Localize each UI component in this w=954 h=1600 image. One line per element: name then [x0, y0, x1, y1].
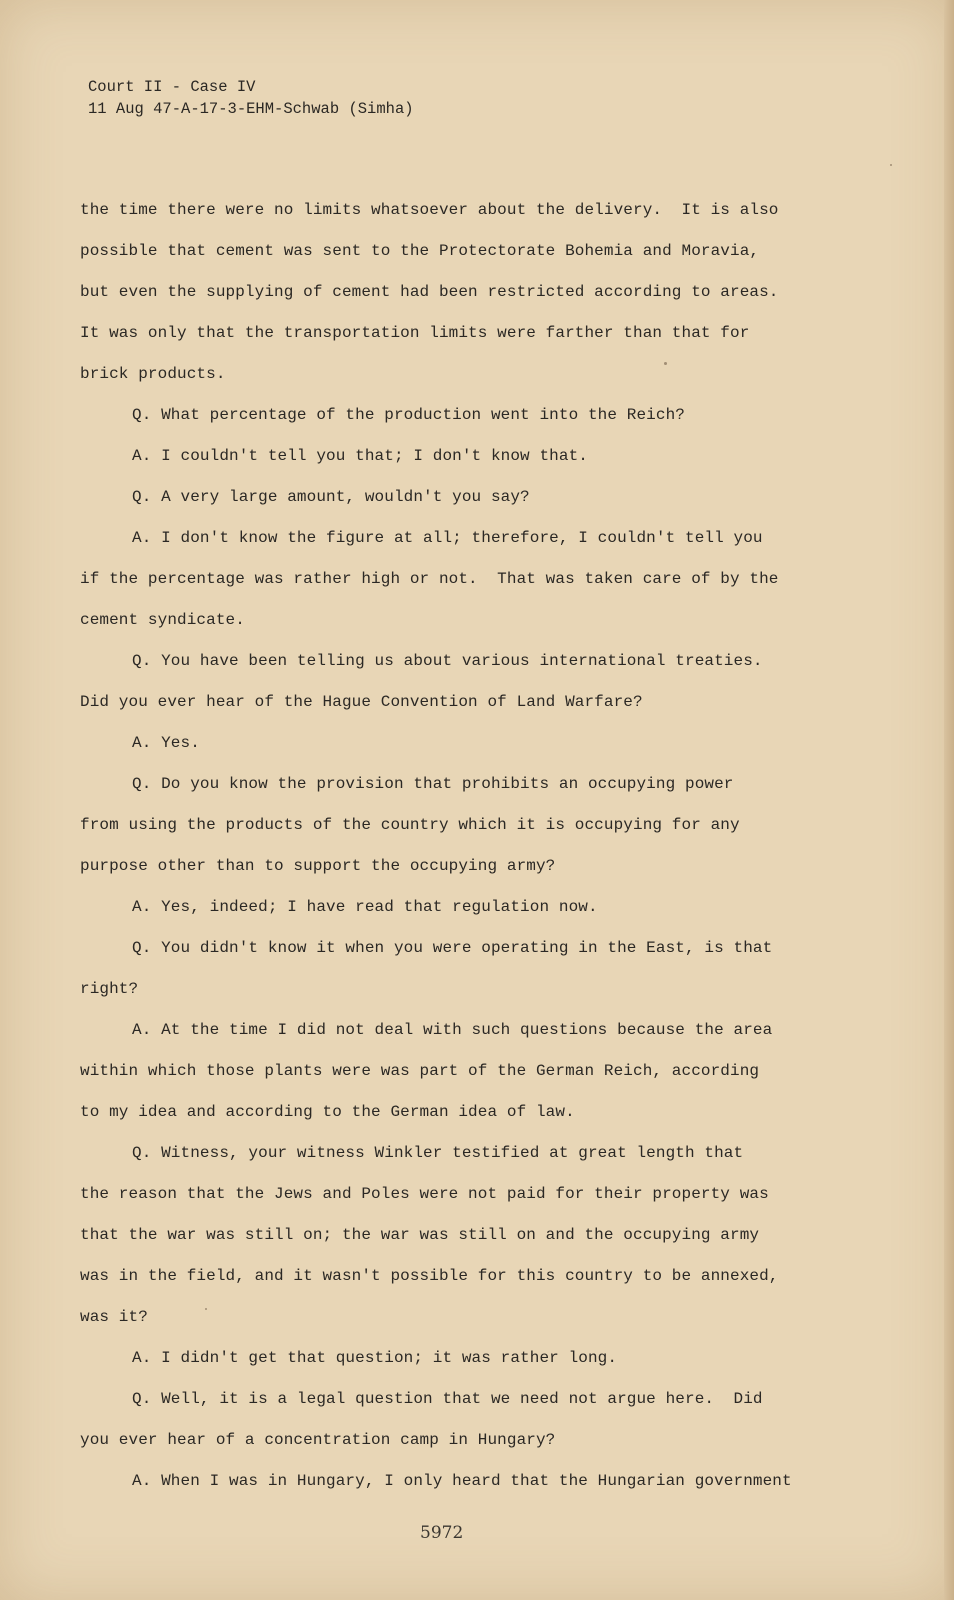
text-line: possible that cement was sent to the Protectorate Bohemia and Moravia, [80, 242, 760, 260]
answer-line: A. I didn't get that question; it was rather long. [132, 1349, 618, 1367]
answer-line: A. Yes, indeed; I have read that regulation now. [132, 898, 598, 916]
text-line: Did you ever hear of the Hague Convention of Land Warfare? [80, 693, 643, 711]
question-line: Q. What percentage of the production went into the Reich? [132, 406, 685, 424]
question-line: Q. A very large amount, wouldn't you say? [132, 488, 530, 506]
text-line: purpose other than to support the occupying army? [80, 857, 556, 875]
text-line: cement syndicate. [80, 611, 245, 629]
answer-line: A. When I was in Hungary, I only heard that the Hungarian government [132, 1472, 792, 1490]
paper-speck [205, 1308, 207, 1310]
text-line: was it? [80, 1308, 148, 1326]
transcript-body [80, 199, 860, 1511]
text-line: within which those plants were was part of the German Reich, according [80, 1062, 760, 1080]
question-line: Q. You didn't know it when you were operating in the East, is that [132, 939, 773, 957]
case-header [88, 76, 414, 120]
question-line: Q. Well, it is a legal question that we need not argue here. Did [132, 1390, 763, 1408]
text-line: was in the field, and it wasn't possible for this country to be annexed, [80, 1267, 779, 1285]
answer-line: A. At the time I did not deal with such questions because the area [132, 1021, 773, 1039]
page-number: 5972 [420, 1523, 464, 1543]
text-line: brick products. [80, 365, 226, 383]
header-court-line: Court II - Case IV [88, 78, 256, 96]
text-line: that the war was still on; the war was still on and the occupying army [80, 1226, 760, 1244]
text-line: to my idea and according to the German idea of law. [80, 1103, 575, 1121]
text-line: from using the products of the country which it is occupying for any [80, 816, 740, 834]
header-session-line: 11 Aug 47-A-17-3-EHM-Schwab (Simha) [88, 100, 414, 118]
question-line: Q. Witness, your witness Winkler testified at great length that [132, 1144, 744, 1162]
text-line: the time there were no limits whatsoever about the delivery. It is also [80, 201, 779, 219]
text-line: but even the supplying of cement had been restricted according to areas. [80, 283, 779, 301]
paper-speck [664, 362, 667, 365]
question-line: Q. Do you know the provision that prohibits an occupying power [132, 775, 734, 793]
page-edge [944, 0, 954, 1600]
question-line: Q. You have been telling us about various international treaties. [132, 652, 763, 670]
paper-speck [890, 164, 892, 166]
text-line: the reason that the Jews and Poles were not paid for their property was [80, 1185, 769, 1203]
answer-line: A. I couldn't tell you that; I don't know that. [132, 447, 588, 465]
answer-line: A. Yes. [132, 734, 200, 752]
text-line: if the percentage was rather high or not. That was taken care of by the [80, 570, 779, 588]
text-line: It was only that the transportation limits were farther than that for [80, 324, 750, 342]
answer-line: A. I don't know the figure at all; therefore, I couldn't tell you [132, 529, 763, 547]
text-line: you ever hear of a concentration camp in Hungary? [80, 1431, 556, 1449]
text-line: right? [80, 980, 139, 998]
